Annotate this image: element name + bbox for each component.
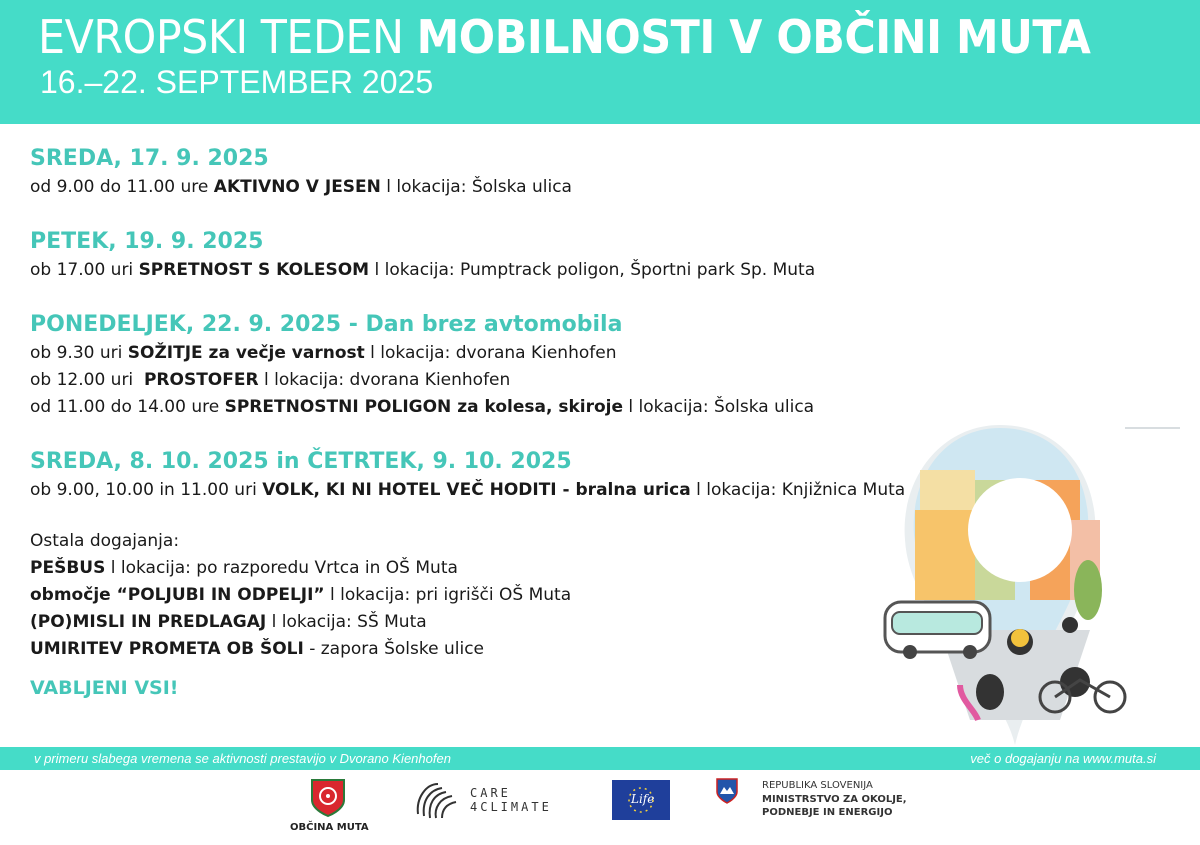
other-event: UMIRITEV PROMETA OB ŠOLI - zapora Šolske ulice (30, 639, 484, 659)
event-line: od 11.00 do 14.00 ure SPRETNOSTNI POLIGON za kolesa, skiroje l lokacija: Šolska ulica (30, 397, 815, 417)
other-events (30, 528, 930, 663)
other-event: (PO)MISLI IN PREDLAGAJ l lokacija: SŠ Muta (30, 612, 427, 632)
schedule-day (30, 144, 930, 201)
event-line: ob 9.30 uri SOŽITJE za večje varnost l lokacija: dvorana Kienhofen (30, 343, 617, 363)
ministry-logo (716, 778, 916, 826)
schedule-day (30, 447, 930, 504)
event-dates: 16.–22. SEPTEMBER 2025 (40, 64, 434, 100)
day-heading: PONEDELJEK, 22. 9. 2025 - Dan brez avtomobila (30, 312, 623, 337)
weather-note: v primeru slabega vremena se aktivnosti prestavijo v Dvorano Kienhofen (34, 751, 451, 766)
schedule-day (30, 310, 930, 421)
day-heading: PETEK, 19. 9. 2025 (30, 229, 264, 254)
day-heading: SREDA, 17. 9. 2025 (30, 146, 269, 171)
other-event: območje “POLJUBI IN ODPELJI” l lokacija: pri igrišči OŠ Muta (30, 585, 572, 605)
other-events-label: Ostala dogajanja: (30, 531, 180, 551)
life-label: Life (631, 792, 655, 806)
more-info-link[interactable]: več o dogajanju na www.muta.si (970, 751, 1156, 766)
care-label: CARE (470, 786, 511, 800)
fingerprint-icon (412, 778, 460, 822)
title-light: EVROPSKI TEDEN (38, 10, 417, 64)
eu-life-logo (612, 780, 670, 820)
event-line: ob 17.00 uri SPRETNOST S KOLESOM l lokacija: Pumptrack poligon, Športni park Sp. Muta (30, 260, 816, 280)
event-line: ob 12.00 uri PROSTOFER l lokacija: dvorana Kienhofen (30, 370, 511, 390)
invitation-text: VABLJENI VSI! (30, 677, 179, 699)
schedule-content (30, 144, 930, 699)
page-title (38, 10, 1090, 64)
climate-label: 4CLIMATE (470, 800, 552, 814)
care4climate-logo (412, 778, 582, 826)
obcina-logo-label: OBČINA MUTA (290, 822, 369, 833)
mobility-illustration (880, 420, 1180, 745)
obcina-muta-logo (290, 778, 370, 838)
event-line: ob 9.00, 10.00 in 11.00 uri VOLK, KI NI HOTEL VEČ HODITI - bralna urica l lokacija: Knjižnica Muta (30, 480, 906, 500)
coat-of-arms-icon (310, 778, 346, 818)
day-heading: SREDA, 8. 10. 2025 in ČETRTEK, 9. 10. 2025 (30, 449, 572, 474)
ministry-country: REPUBLIKA SLOVENIJA (762, 780, 873, 791)
ministry-name-1: MINISTRSTVO ZA OKOLJE, (762, 794, 907, 805)
title-bold: MOBILNOSTI V OBČINI MUTA (416, 10, 1091, 64)
slovenia-coat-of-arms-icon (716, 778, 738, 804)
other-event: PEŠBUS l lokacija: po razporedu Vrtca in OŠ Muta (30, 558, 458, 578)
ministry-name-2: PODNEBJE IN ENERGIJO (762, 807, 893, 818)
event-line: od 9.00 do 11.00 ure AKTIVNO V JESEN l lokacija: Šolska ulica (30, 177, 572, 197)
header-banner (0, 0, 1200, 124)
footer-info-bar (0, 747, 1200, 770)
schedule-day (30, 227, 930, 284)
